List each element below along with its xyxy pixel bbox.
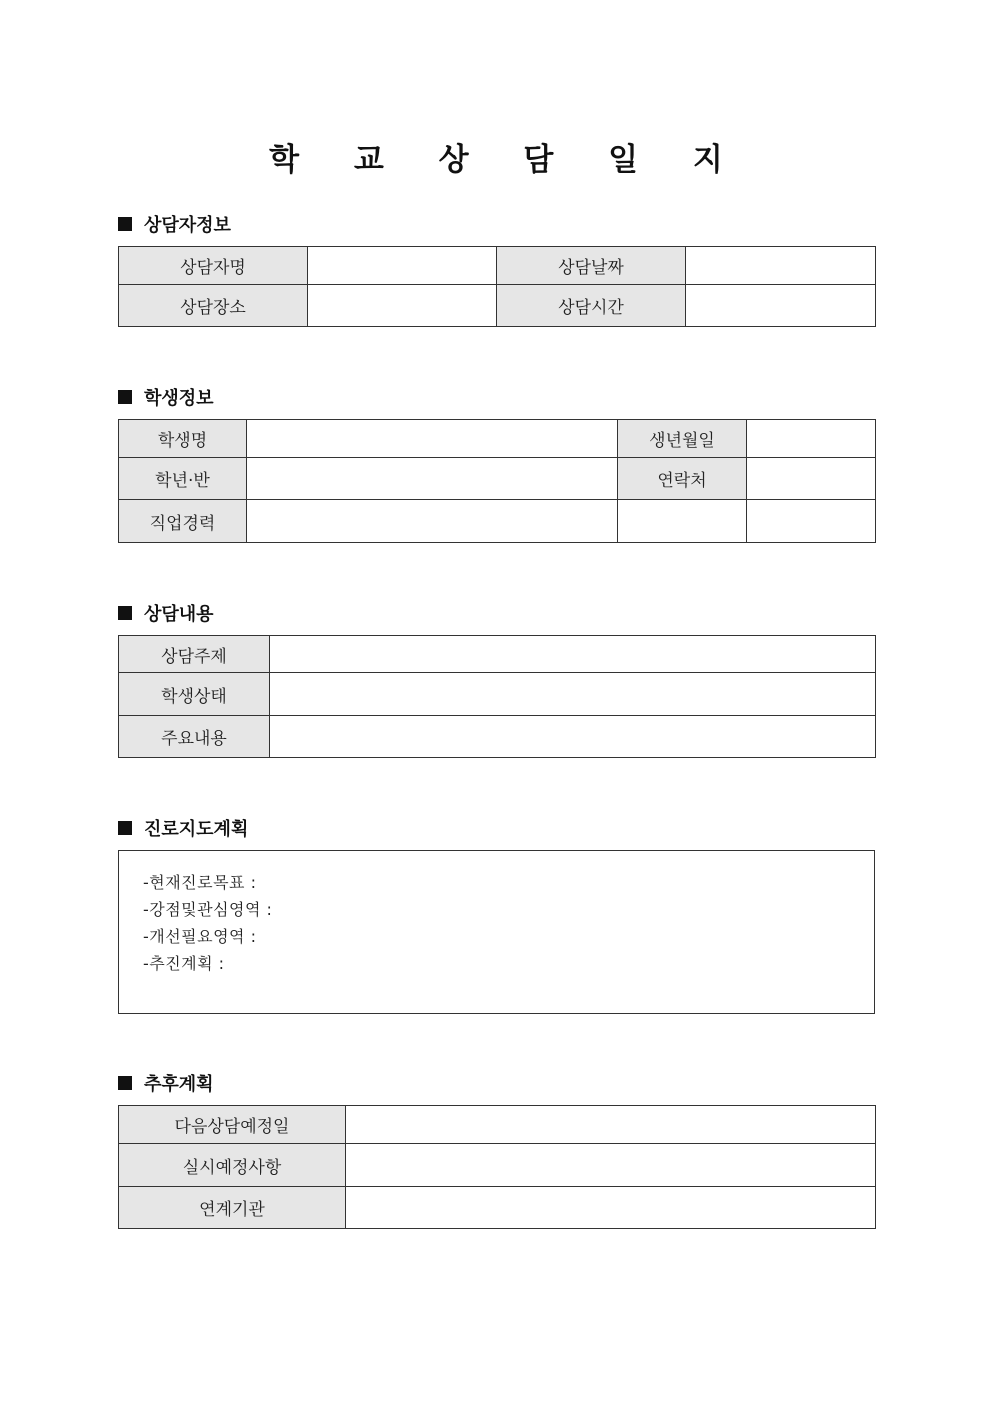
label-contact: 연락처 xyxy=(618,458,747,500)
table-row xyxy=(119,458,876,500)
counsel-time-field[interactable] xyxy=(686,285,876,327)
table-row xyxy=(119,247,876,285)
planned-actions-field[interactable] xyxy=(346,1144,876,1187)
counsel-place-field[interactable] xyxy=(308,285,497,327)
section-title: 학생정보 xyxy=(144,388,214,409)
main-content-field[interactable] xyxy=(270,716,876,758)
label-topic: 상담주제 xyxy=(119,636,270,673)
square-bullet-icon xyxy=(118,217,132,231)
label-linked-agency: 연계기관 xyxy=(119,1187,346,1229)
next-session-field[interactable] xyxy=(346,1106,876,1144)
section-heading-counselor xyxy=(118,212,231,236)
label-counsel-date: 상담날짜 xyxy=(497,247,686,285)
section-title: 진로지도계획 xyxy=(144,819,249,840)
strengths-line: -강점및관심영역 : xyxy=(143,900,273,919)
section-title: 상담내용 xyxy=(144,604,214,625)
table-row xyxy=(119,500,876,543)
section-heading-followup xyxy=(118,1071,214,1095)
contact-field[interactable] xyxy=(747,458,876,500)
label-student-status: 학생상태 xyxy=(119,673,270,716)
section-heading-student xyxy=(118,385,214,409)
table-row xyxy=(119,636,876,673)
label-main-content: 주요내용 xyxy=(119,716,270,758)
counselor-info-table xyxy=(118,246,876,327)
counselor-name-field[interactable] xyxy=(308,247,497,285)
table-row xyxy=(119,1187,876,1229)
label-student-name: 학생명 xyxy=(119,420,247,458)
improvement-line: -개선필요영역 : xyxy=(143,927,257,946)
student-status-field[interactable] xyxy=(270,673,876,716)
career-goal-line: -현재진로목표 : xyxy=(143,873,257,892)
table-row xyxy=(119,673,876,716)
birthdate-field[interactable] xyxy=(747,420,876,458)
square-bullet-icon xyxy=(118,1076,132,1090)
square-bullet-icon xyxy=(118,390,132,404)
topic-field[interactable] xyxy=(270,636,876,673)
career-history-field[interactable] xyxy=(247,500,618,543)
label-counsel-place: 상담장소 xyxy=(119,285,308,327)
linked-agency-field[interactable] xyxy=(346,1187,876,1229)
label-next-session: 다음상담예정일 xyxy=(119,1106,346,1144)
blank-cell[interactable] xyxy=(618,500,747,543)
label-counselor-name: 상담자명 xyxy=(119,247,308,285)
square-bullet-icon xyxy=(118,606,132,620)
career-plan-box[interactable] xyxy=(118,850,875,1014)
counsel-date-field[interactable] xyxy=(686,247,876,285)
section-heading-career xyxy=(118,816,248,840)
counsel-content-table xyxy=(118,635,876,758)
square-bullet-icon xyxy=(118,821,132,835)
table-row xyxy=(119,716,876,758)
followup-plan-table xyxy=(118,1105,876,1229)
section-title: 추후계획 xyxy=(144,1074,214,1095)
section-heading-content xyxy=(118,601,214,625)
action-plan-line: -추진계획 : xyxy=(143,954,225,973)
section-title: 상담자정보 xyxy=(144,215,231,236)
page-title: 학 교 상 담 일 지 xyxy=(269,142,745,178)
label-grade-class: 학년·반 xyxy=(119,458,247,500)
table-row xyxy=(119,1144,876,1187)
label-counsel-time: 상담시간 xyxy=(497,285,686,327)
label-career-history: 직업경력 xyxy=(119,500,247,543)
table-row xyxy=(119,420,876,458)
table-row xyxy=(119,1106,876,1144)
student-name-field[interactable] xyxy=(247,420,618,458)
label-planned-actions: 실시예정사항 xyxy=(119,1144,346,1187)
student-info-table xyxy=(118,419,876,543)
label-birthdate: 생년월일 xyxy=(618,420,747,458)
table-row xyxy=(119,285,876,327)
grade-class-field[interactable] xyxy=(247,458,618,500)
career-plan-lines xyxy=(143,872,272,980)
blank-cell[interactable] xyxy=(747,500,876,543)
